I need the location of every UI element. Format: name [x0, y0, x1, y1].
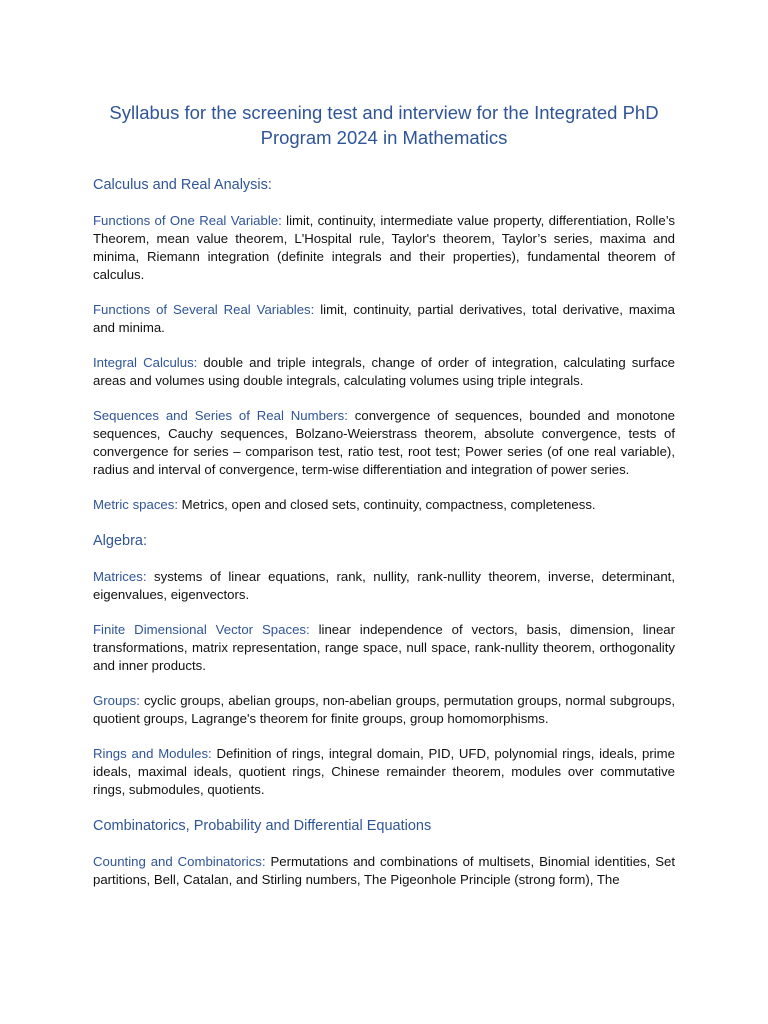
topic-lead: Integral Calculus:	[93, 355, 198, 370]
topic-paragraph	[93, 212, 675, 284]
topic-text: convergence of sequences, bounded and monotone sequences, Cauchy sequences, Bolzano-Weierstrass theorem, absolute convergence, tests of convergence for series – comparison test, ratio test, root test; Power series (of one real variable), radius and interval of convergence, term-wise differentiation and integration of power series.	[93, 408, 675, 477]
topic-paragraph	[93, 354, 675, 390]
topic-lead: Matrices:	[93, 569, 147, 584]
section-combinatorics-probability-de	[93, 816, 675, 889]
topic-lead: Functions of One Real Variable:	[93, 213, 282, 228]
topic-text: Permutations and combinations of multisets, Binomial identities, Set partitions, Bell, Catalan, and Stirling numbers, The Pigeonhole Principle (strong form), The	[93, 854, 675, 887]
topic-paragraph	[93, 621, 675, 675]
topic-lead: Sequences and Series of Real Numbers:	[93, 408, 348, 423]
document-page	[93, 100, 675, 906]
topic-text: Metrics, open and closed sets, continuity, compactness, completeness.	[178, 497, 596, 512]
topic-text: cyclic groups, abelian groups, non-abelian groups, permutation groups, normal subgroups, quotient groups, Lagrange's theorem for finite groups, group homomorphisms.	[93, 693, 675, 726]
topic-text: limit, continuity, partial derivatives, total derivative, maxima and minima.	[93, 302, 675, 335]
topic-paragraph	[93, 745, 675, 799]
topic-paragraph	[93, 301, 675, 337]
topic-paragraph	[93, 407, 675, 479]
topic-lead: Counting and Combinatorics:	[93, 854, 266, 869]
topic-text: linear independence of vectors, basis, dimension, linear transformations, matrix representation, range space, null space, rank-nullity theorem, orthogonality and inner products.	[93, 622, 675, 673]
topic-lead: Rings and Modules:	[93, 746, 212, 761]
topic-text: systems of linear equations, rank, nullity, rank-nullity theorem, inverse, determinant, eigenvalues, eigenvectors.	[93, 569, 675, 602]
page-title: Syllabus for the screening test and interview for the Integrated PhD Program 2024 in Mathematics	[109, 102, 659, 148]
section-calculus-real-analysis	[93, 175, 675, 514]
topic-paragraph	[93, 692, 675, 728]
topic-text: Definition of rings, integral domain, PID, UFD, polynomial rings, ideals, prime ideals, maximal ideals, quotient rings, Chinese remainder theorem, modules over commutative rings, submodules, quotients.	[93, 746, 675, 797]
topic-lead: Groups:	[93, 693, 140, 708]
section-heading: Combinatorics, Probability and Differential Equations	[93, 818, 432, 834]
section-heading: Algebra:	[93, 533, 148, 549]
section-heading: Calculus and Real Analysis:	[93, 177, 272, 193]
topic-lead: Finite Dimensional Vector Spaces:	[93, 622, 310, 637]
topic-text: limit, continuity, intermediate value property, differentiation, Rolle’s Theorem, mean value theorem, L'Hospital rule, Taylor's theorem, Taylor’s series, maxima and minima, Riemann integration (definite integrals and their properties), fundamental theorem of calculus.	[93, 213, 675, 282]
topic-paragraph	[93, 853, 675, 889]
topic-text: double and triple integrals, change of order of integration, calculating surface areas and volumes using double integrals, calculating volumes using triple integrals.	[93, 355, 675, 388]
topic-lead: Functions of Several Real Variables:	[93, 302, 315, 317]
section-algebra	[93, 531, 675, 799]
topic-lead: Metric spaces:	[93, 497, 179, 512]
topic-paragraph	[93, 496, 675, 514]
topic-paragraph	[93, 568, 675, 604]
